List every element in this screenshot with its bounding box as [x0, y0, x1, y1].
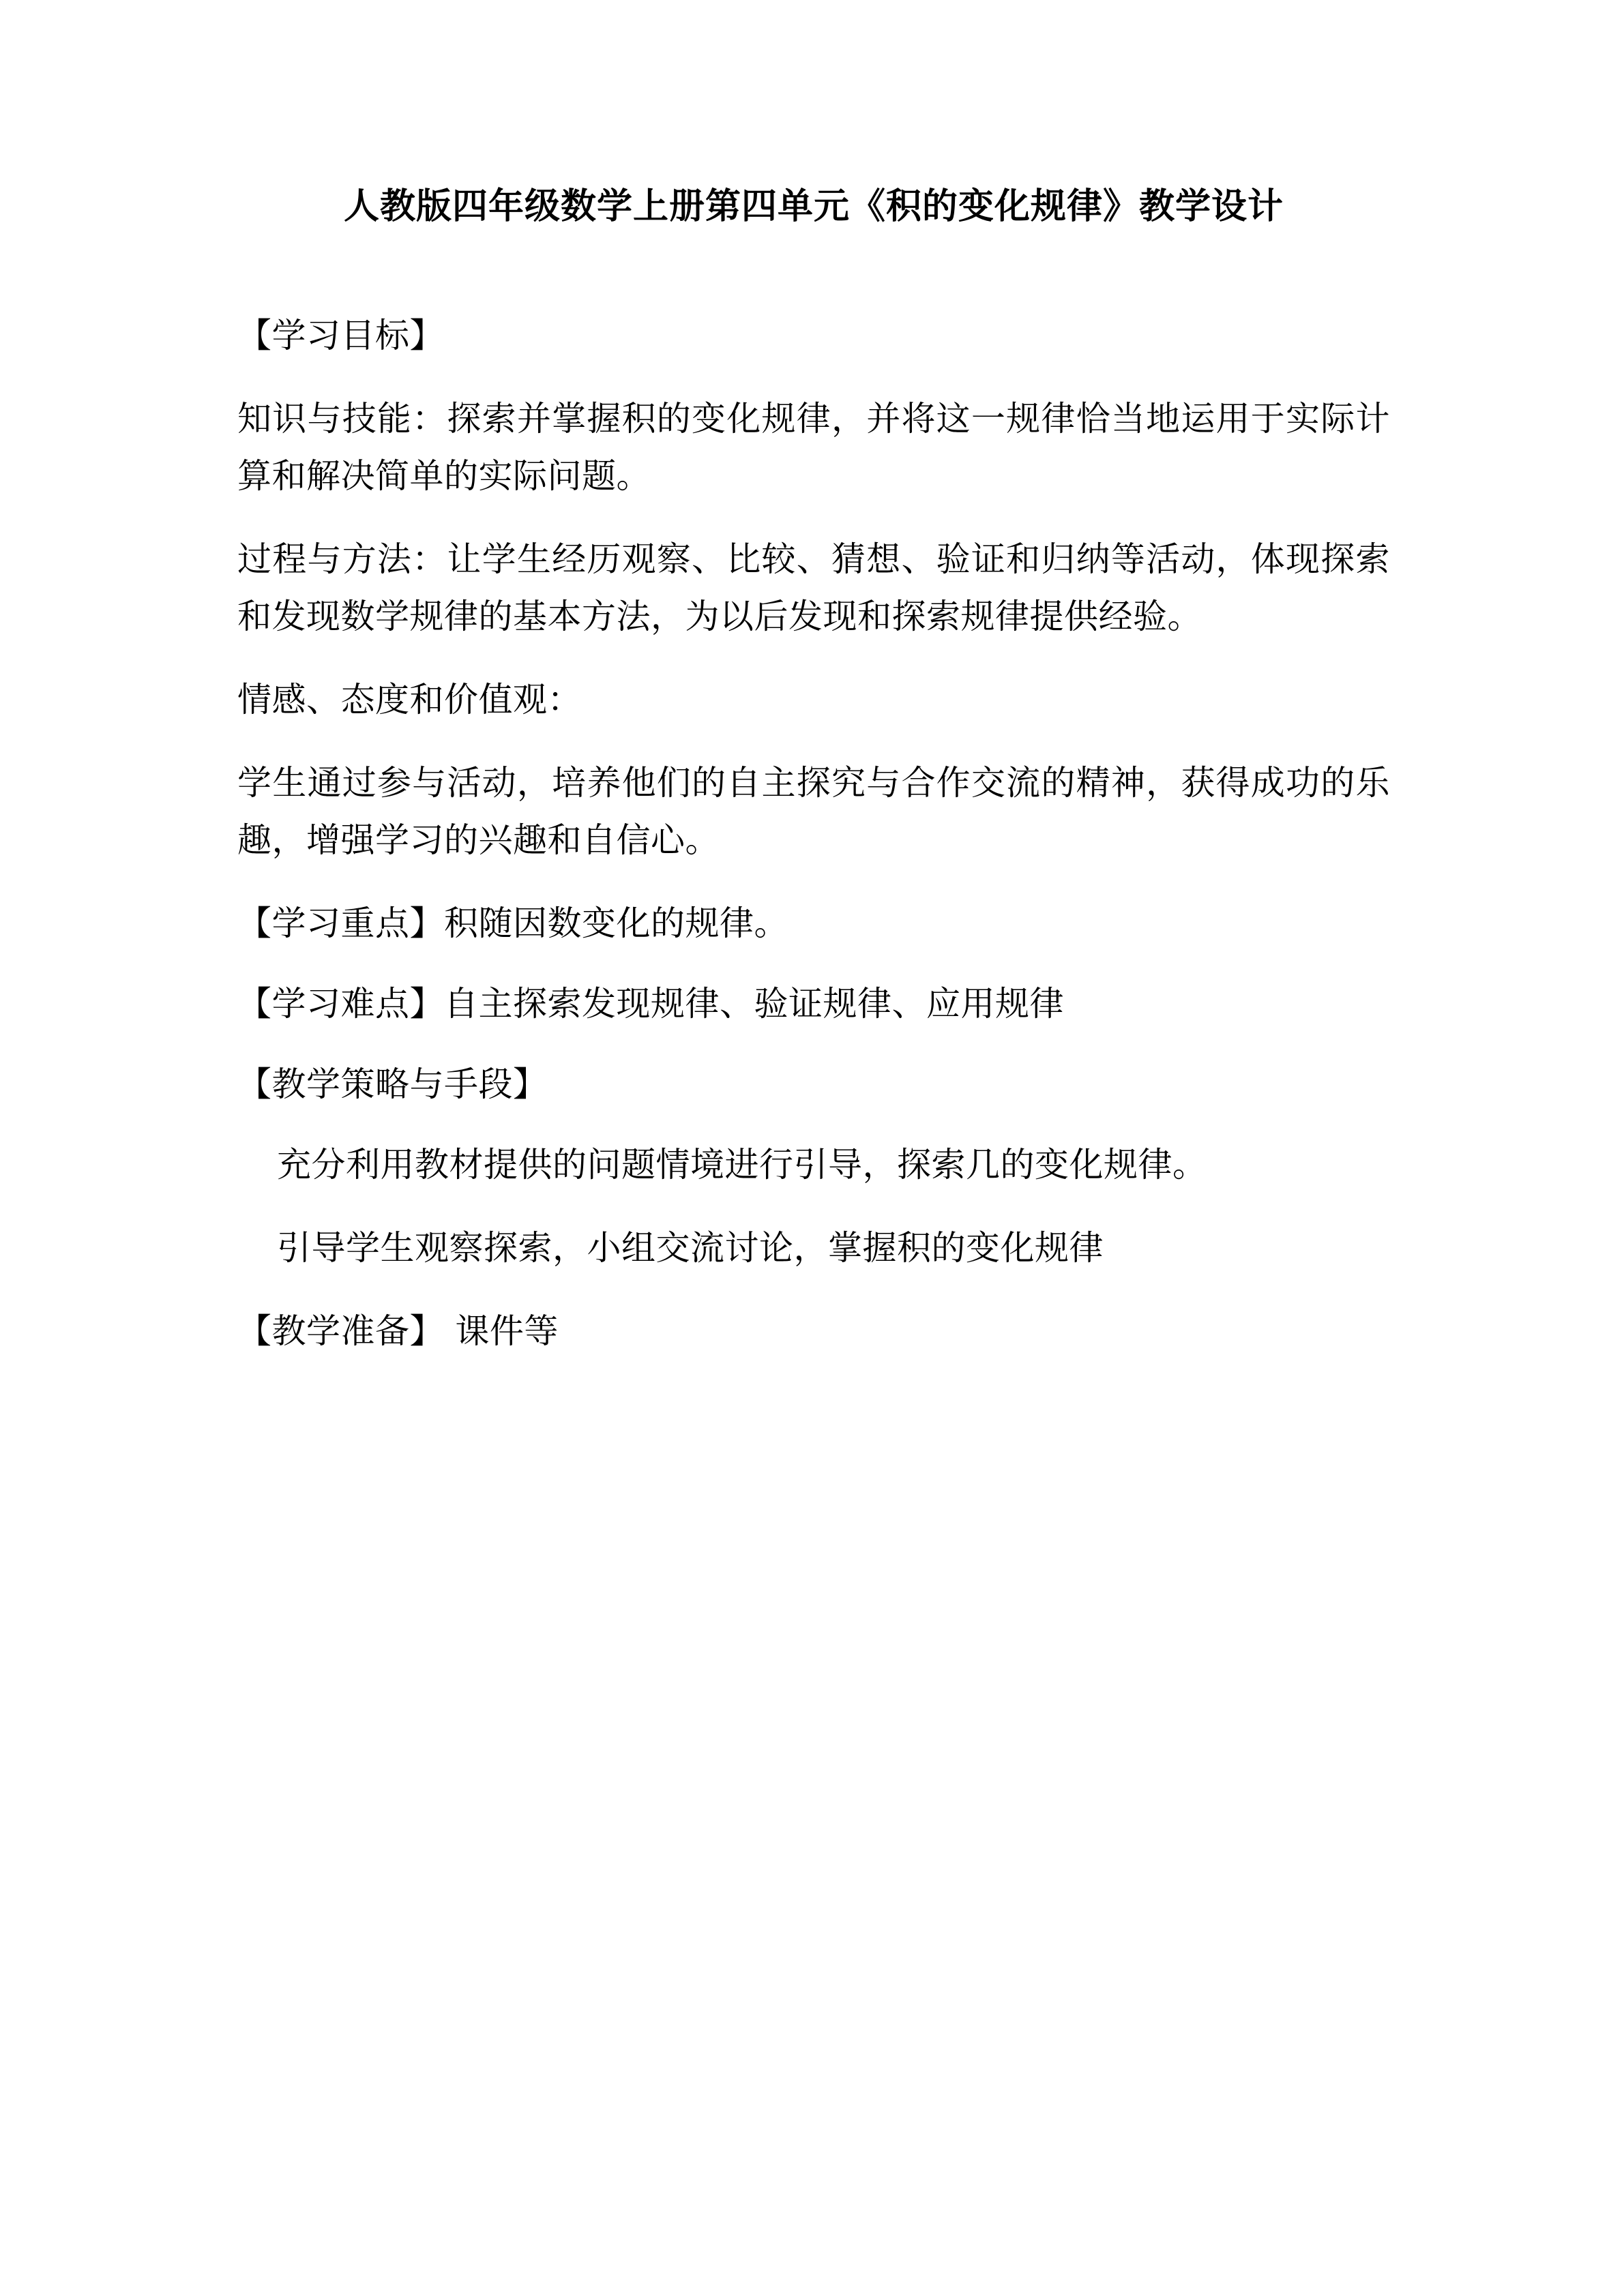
paragraph-process-methods: 过程与方法：让学生经历观察、比较、猜想、验证和归纳等活动，体现探索和发现数学规律的基本方法，为以后发现和探索规律提供经验。: [237, 539, 1390, 636]
paragraph-knowledge-skills: 知识与技能：探索并掌握积的变化规律，并将这一规律恰当地运用于实际计算和解决简单的实际问题。: [237, 398, 1390, 496]
document-body: [237, 184, 1390, 1386]
paragraph-attitude-values-body: 学生通过参与活动，培养他们的自主探究与合作交流的精神，获得成功的乐趣，增强学习的兴趣和自信心。: [237, 762, 1390, 860]
paragraph-learning-objectives-heading: 【学习目标】: [237, 315, 444, 355]
paragraph-strategy-item-1: 充分利用教材提供的问题情境进行引导，探索几的变化规律。: [277, 1144, 1207, 1184]
paragraph-key-point: 【学习重点】积随因数变化的规律。: [237, 903, 788, 943]
paragraph-difficulty: 【学习难点】自主探索发现规律、验证规律、应用规律: [237, 983, 1064, 1024]
paragraph-teaching-preparation: 【教学准备】 课件等: [237, 1311, 559, 1351]
paragraph-strategy-item-2: 引导学生观察探索，小组交流讨论，掌握积的变化规律: [277, 1227, 1104, 1268]
paragraph-strategy-heading: 【教学策略与手段】: [237, 1064, 548, 1104]
paragraph-attitude-values-heading: 情感、态度和价值观：: [237, 679, 582, 719]
page-title: 人教版四年级数学上册第四单元《积的变化规律》教学设计: [343, 187, 1284, 226]
